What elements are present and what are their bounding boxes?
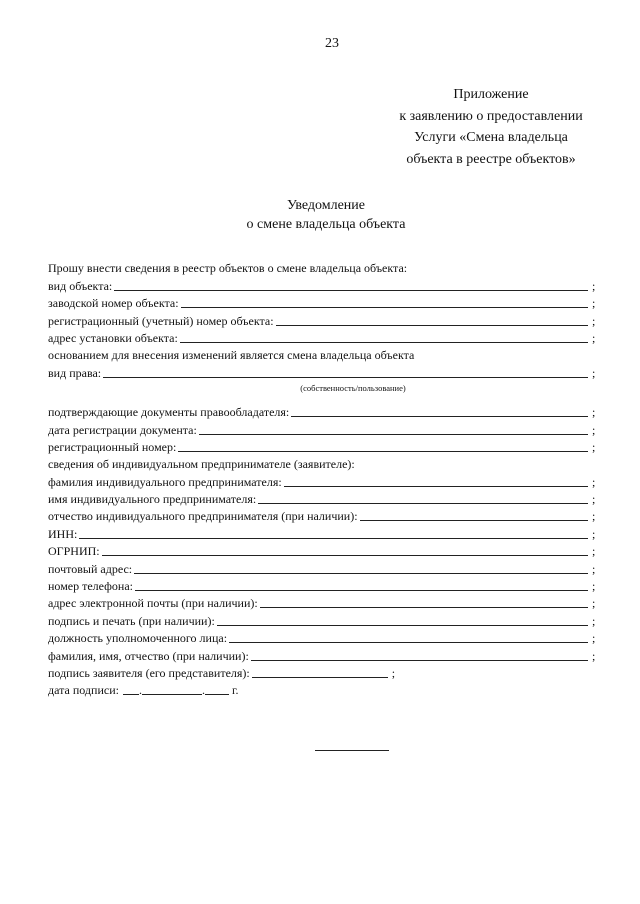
reg-number-label: регистрационный номер:	[48, 439, 177, 454]
semicolon: ;	[592, 561, 596, 576]
spacer	[48, 395, 598, 403]
appendix-line-2: к заявлению о предоставлении	[399, 108, 583, 124]
rep-fio-field[interactable]	[251, 659, 588, 661]
notification-form	[48, 259, 598, 698]
basis-text: основанием для внесения изменений является смена владельца объекта	[48, 348, 415, 363]
footer-divider	[315, 750, 389, 751]
rep-position-label: должность уполномоченного лица:	[48, 631, 228, 646]
semicolon: ;	[592, 422, 596, 437]
document-title	[6, 196, 640, 234]
semicolon: ;	[592, 405, 596, 420]
title-line-1: Уведомление	[286, 198, 365, 213]
semicolon: ;	[592, 313, 596, 328]
inn-row	[48, 524, 598, 541]
install-address-label: адрес установки объекта:	[48, 330, 178, 345]
rep-fio-row	[48, 646, 598, 663]
right-type-row	[48, 363, 598, 380]
ogrnip-row	[48, 542, 598, 559]
confirming-docs-row	[48, 403, 598, 420]
confirming-docs-field[interactable]	[291, 415, 588, 417]
page-number: 23	[325, 36, 339, 51]
appendix-line-3: Услуги «Смена владельца	[414, 130, 568, 145]
signature-stamp-row	[48, 611, 598, 628]
ip-surname-field[interactable]	[284, 485, 588, 487]
factory-number-field[interactable]	[181, 306, 588, 308]
postal-address-field[interactable]	[134, 572, 588, 574]
reg-number-field[interactable]	[178, 450, 588, 452]
semicolon: ;	[592, 596, 596, 611]
ip-surname-row	[48, 472, 598, 489]
sign-date-month-field[interactable]	[142, 693, 202, 695]
date-separator: .	[138, 683, 142, 698]
email-field[interactable]	[260, 606, 588, 608]
inn-field[interactable]	[79, 537, 588, 539]
doc-reg-date-field[interactable]	[199, 433, 588, 435]
date-separator: .	[201, 683, 205, 698]
object-type-label: вид объекта:	[48, 278, 113, 293]
signature-stamp-field[interactable]	[217, 624, 588, 626]
title-line-2: о смене владельца объекта	[246, 217, 406, 232]
ip-name-row	[48, 490, 598, 507]
semicolon: ;	[592, 509, 596, 524]
semicolon: ;	[592, 296, 596, 311]
appendix-line-4: объекта в реестре объектов»	[406, 151, 576, 167]
semicolon: ;	[391, 665, 396, 680]
sign-date-day-field[interactable]	[123, 693, 139, 695]
postal-address-row	[48, 559, 598, 576]
factory-number-label: заводской номер объекта:	[48, 296, 179, 311]
ip-patronymic-field[interactable]	[360, 519, 588, 521]
ogrnip-label: ОГРНИП:	[48, 544, 100, 559]
ip-info-row	[48, 455, 598, 472]
ip-patronymic-row	[48, 507, 598, 524]
semicolon: ;	[592, 278, 596, 293]
ip-info-heading: сведения об индивидуальном предпринимателе (заявителе):	[48, 457, 355, 472]
year-suffix: г.	[231, 683, 239, 698]
applicant-signature-field[interactable]	[252, 676, 388, 678]
rep-position-field[interactable]	[229, 641, 588, 643]
applicant-signature-row	[48, 664, 598, 681]
email-label: адрес электронной почты (при наличии):	[48, 596, 258, 611]
phone-row	[48, 577, 598, 594]
rep-fio-label: фамилия, имя, отчество (при наличии):	[48, 648, 249, 663]
object-type-field[interactable]	[114, 289, 588, 291]
postal-address-label: почтовый адрес:	[48, 561, 133, 576]
ip-name-label: имя индивидуального предпринимателя:	[48, 492, 257, 507]
semicolon: ;	[592, 365, 596, 380]
form-intro: Прошу внести сведения в реестр объектов о смене владельца объекта:	[48, 261, 408, 276]
sign-date-year-field[interactable]	[205, 693, 229, 695]
phone-label: номер телефона:	[48, 579, 134, 594]
right-type-caption: (собственность/пользование)	[300, 382, 406, 393]
semicolon: ;	[592, 439, 596, 454]
phone-field[interactable]	[135, 589, 588, 591]
signature-stamp-label: подпись и печать (при наличии):	[48, 613, 215, 628]
semicolon: ;	[592, 492, 596, 507]
applicant-signature-label: подпись заявителя (его представителя):	[48, 665, 250, 680]
semicolon: ;	[592, 474, 596, 489]
inn-label: ИНН:	[48, 526, 78, 541]
basis-row	[48, 346, 598, 363]
ogrnip-field[interactable]	[102, 554, 588, 556]
registration-number-field[interactable]	[276, 324, 588, 326]
right-type-field[interactable]	[103, 376, 588, 378]
appendix-line-1: Приложение	[453, 87, 529, 102]
ip-surname-label: фамилия индивидуального предпринимателя:	[48, 474, 282, 489]
semicolon: ;	[592, 330, 596, 345]
reg-number-row	[48, 438, 598, 455]
semicolon: ;	[592, 544, 596, 559]
email-row	[48, 594, 598, 611]
ip-patronymic-label: отчество индивидуального предпринимателя (при наличии):	[48, 509, 358, 524]
ip-name-field[interactable]	[258, 502, 588, 504]
semicolon: ;	[592, 631, 596, 646]
rep-position-row	[48, 629, 598, 646]
install-address-row	[48, 329, 598, 346]
sign-date-label: дата подписи:	[48, 683, 119, 698]
semicolon: ;	[592, 579, 596, 594]
registration-number-label: регистрационный (учетный) номер объекта:	[48, 313, 274, 328]
appendix-header	[360, 84, 622, 170]
semicolon: ;	[592, 526, 596, 541]
form-intro-row	[48, 259, 598, 276]
right-type-label: вид права:	[48, 365, 102, 380]
sign-date-row	[48, 681, 598, 698]
registration-number-row	[48, 311, 598, 328]
object-type-row	[48, 276, 598, 293]
confirming-docs-label: подтверждающие документы правообладателя:	[48, 405, 290, 420]
install-address-field[interactable]	[180, 341, 588, 343]
semicolon: ;	[592, 648, 596, 663]
doc-reg-date-row	[48, 420, 598, 437]
doc-reg-date-label: дата регистрации документа:	[48, 422, 197, 437]
semicolon: ;	[592, 613, 596, 628]
factory-number-row	[48, 294, 598, 311]
